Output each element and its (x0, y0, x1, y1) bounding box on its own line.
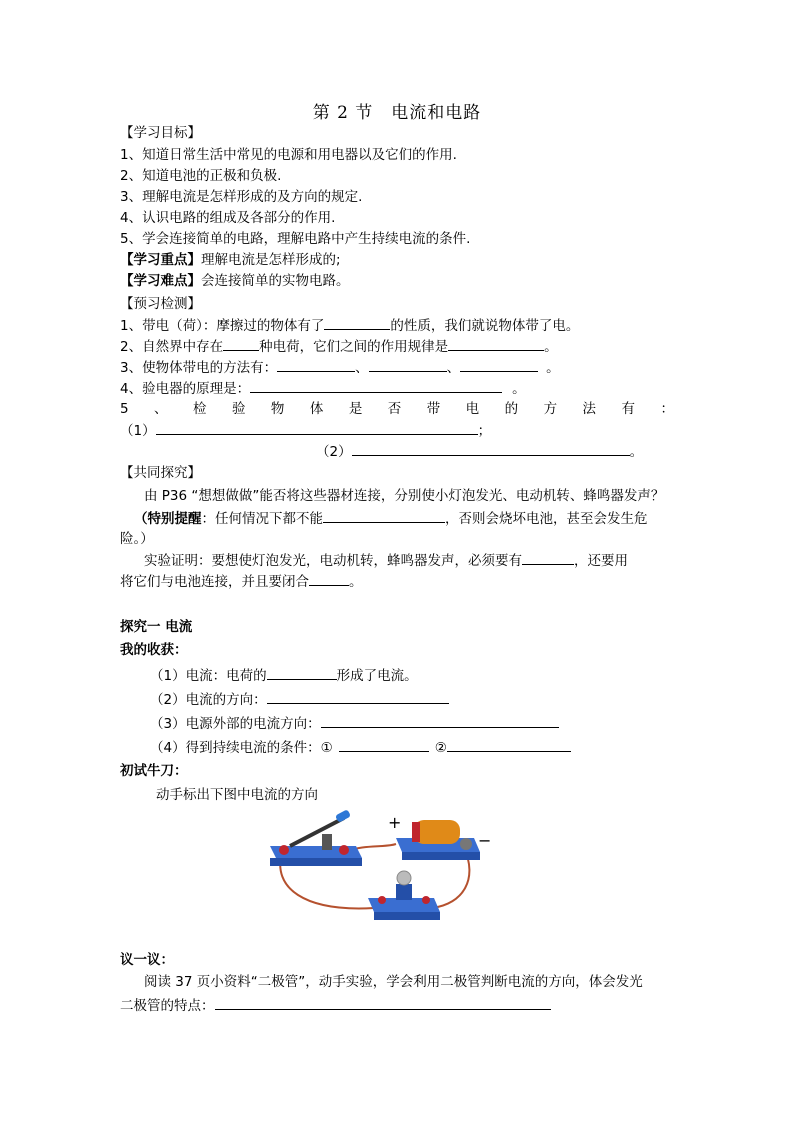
gain-heading: 我的收获： (120, 642, 188, 658)
preview-heading: 【预习检测】 (120, 296, 201, 312)
objective-item: 1、知道日常生活中常见的电源和用电器以及它们的作用. (120, 147, 457, 163)
answer-blank[interactable] (215, 996, 551, 1010)
positive-sign: + (388, 813, 402, 832)
answer-blank[interactable] (267, 666, 337, 680)
preview-q4: 4、验电器的原理是： 。 (120, 381, 526, 397)
discuss-line1: 阅读 37 页小资料“二极管”，动手实验，学会利用二极管判断电流的方向，体会发光 (144, 974, 643, 990)
q5-char: 是 (348, 401, 363, 417)
q5-char: 体 (309, 401, 324, 417)
answer-blank[interactable] (309, 572, 349, 586)
trial-text: 动手标出下图中电流的方向 (156, 787, 318, 803)
answer-blank[interactable] (156, 421, 478, 435)
q5-char: 5 (120, 401, 129, 417)
preview-q1: 1、带电（荷）：摩擦过的物体有了 的性质，我们就说物体带了电。 (120, 318, 580, 334)
key-point-text: 理解电流是怎样形成的; (201, 252, 341, 268)
answer-blank[interactable] (522, 551, 574, 565)
q5-char: 法 (582, 401, 597, 417)
battery (396, 820, 480, 860)
gain-item-3: （3）电源外部的电流方向： (150, 714, 559, 733)
preview-q3: 3、使物体带电的方法有： 、 、 。 (120, 360, 560, 376)
answer-blank[interactable] (339, 738, 429, 752)
answer-blank[interactable] (352, 442, 630, 456)
difficulty-text: 会连接简单的实物电路。 (201, 273, 350, 289)
q5-char: 验 (231, 401, 246, 417)
answer-blank[interactable] (321, 714, 559, 728)
joint-proof-line2: 将它们与电池连接，并且要闭合 。 (120, 574, 363, 590)
objective-item: 5、学会连接简单的电路，理解电路中产生持续电流的条件. (120, 231, 471, 247)
discuss-heading: 议一议： (120, 952, 174, 968)
gain-item-1: （1）电流：电荷的 形成了电流。 (150, 668, 418, 684)
joint-proof: 实验证明：要想使灯泡发光，电动机转，蜂鸣器发声，必须要有 ，还要用 (144, 553, 628, 569)
joint-tip: （特别提醒：任何情况下都不能 ，否则会烧坏电池，甚至会发生危 (134, 511, 648, 527)
q5-char: 、 (154, 401, 168, 417)
objective-item: 2、知道电池的正极和负极. (120, 168, 282, 184)
objective-item: 4、认识电路的组成及各部分的作用. (120, 210, 336, 226)
gain-item-4: （4）得到持续电流的条件：① ② (150, 738, 571, 757)
answer-blank[interactable] (324, 316, 390, 330)
difficulty (120, 272, 350, 290)
q5-char: 方 (543, 401, 558, 417)
negative-sign: − (478, 831, 492, 850)
preview-q5-part2: （2） 。 (316, 444, 644, 460)
answer-blank[interactable] (267, 690, 449, 704)
q5-char: 带 (426, 401, 441, 417)
answer-blank[interactable] (277, 358, 355, 372)
objectives-heading: 【学习目标】 (120, 125, 201, 141)
q5-char: 否 (387, 401, 402, 417)
answer-blank[interactable] (369, 358, 447, 372)
key-point (120, 251, 341, 269)
joint-line1: 由 P36 “想想做做”能否将这些器材连接，分别使小灯泡发光、电动机转、蜂鸣器发声？ (144, 488, 665, 504)
joint-tip-line2: 险。） (120, 531, 154, 547)
q5-char: 电 (465, 401, 480, 417)
q5-char: 检 (193, 401, 207, 417)
page-title: 第 2 节 电流和电路 (312, 103, 482, 123)
q5-char: 的 (504, 401, 519, 417)
preview-q5-part1: （1） ； (120, 423, 492, 439)
answer-blank[interactable] (250, 379, 502, 393)
objective-item: 3、理解电流是怎样形成的及方向的规定. (120, 189, 363, 205)
switch (270, 809, 362, 866)
tip-label: 特别提醒 (147, 511, 202, 527)
preview-q2: 2、自然界中存在 种电荷，它们之间的作用规律是 。 (120, 339, 558, 355)
trial-heading: 初试牛刀： (120, 763, 188, 779)
q5-char: 物 (270, 401, 285, 417)
circuit-diagram (264, 808, 504, 928)
answer-blank[interactable] (460, 358, 538, 372)
gain-item-2: （2）电流的方向： (150, 690, 449, 709)
preview-q5 (120, 400, 674, 418)
joint-heading: 【共同探究】 (120, 465, 201, 481)
key-point-label: 【学习重点】 (120, 252, 201, 268)
difficulty-label: 【学习难点】 (120, 273, 201, 289)
explore1-heading: 探究一 电流 (120, 619, 193, 635)
answer-blank[interactable] (223, 337, 259, 351)
answer-blank[interactable] (448, 337, 544, 351)
q5-char: 有 (621, 401, 635, 417)
answer-blank[interactable] (323, 509, 445, 523)
q5-char: ： (660, 401, 674, 417)
discuss-line2: 二极管的特点： (120, 996, 551, 1015)
bulb (368, 871, 440, 920)
answer-blank[interactable] (447, 738, 571, 752)
